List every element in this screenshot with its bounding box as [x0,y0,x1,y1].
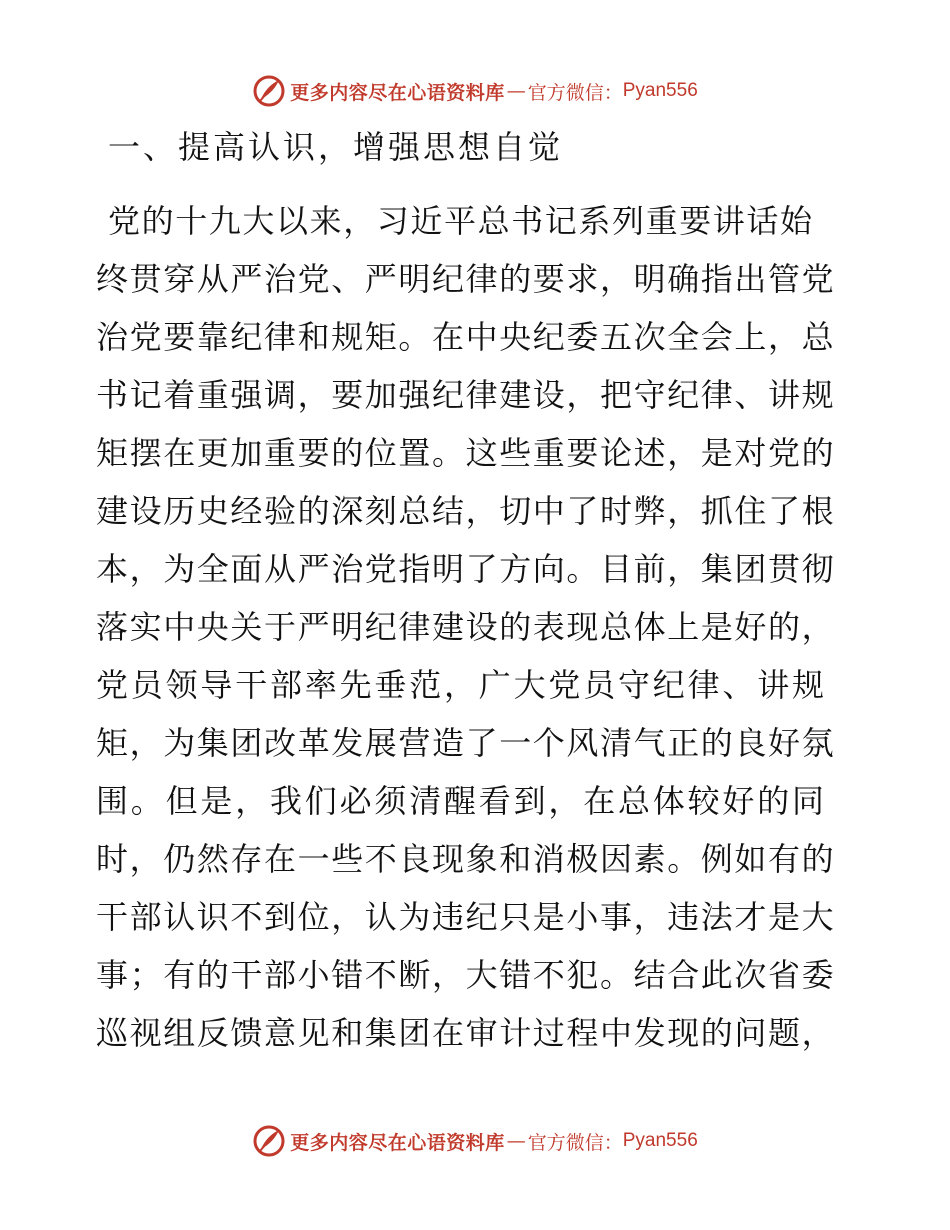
paragraph-line: 围。但是，我们必须清醒看到，在总体较好的同 [96,782,827,820]
watermark-wechat-label: 官方微信： [527,1131,623,1154]
paragraph-line: 治党要靠纪律和规矩。在中央纪委五次全会上，总 [96,318,836,356]
body-paragraph [96,192,856,1062]
footer-watermark [0,1121,950,1161]
watermark-main-text: 更多内容尽在心语资料库 [290,1131,505,1154]
header-watermark [0,71,950,111]
paragraph-line: 矩摆在更加重要的位置。这些重要论述，是对党的 [96,434,836,472]
section-heading: 一、提高认识，增强思想自觉 [108,128,564,166]
paragraph-line: 本，为全面从严治党指明了方向。目前，集团贯彻 [96,550,836,588]
watermark-wechat-id: Pyan556 [622,1130,698,1151]
feather-quill-logo-icon [252,74,286,108]
paragraph-line: 时，仍然存在一些不良现象和消极因素。例如有的 [96,840,836,878]
paragraph-line: 干部认识不到位，认为违纪只是小事，违法才是大 [96,898,836,936]
paragraph-line: 巡视组反馈意见和集团在审计过程中发现的问题， [96,1014,836,1052]
feather-quill-logo-icon [252,1124,286,1158]
paragraph-line: 事；有的干部小错不断，大错不犯。结合此次省委 [96,956,836,994]
paragraph-line: 矩，为集团改革发展营造了一个风清气正的良好氛 [96,724,836,762]
watermark-wechat-label: 官方微信： [527,81,623,104]
paragraph-line: 建设历史经验的深刻总结，切中了时弊，抓住了根 [96,492,836,530]
paragraph-line: 终贯穿从严治党、严明纪律的要求，明确指出管党 [96,260,836,298]
paragraph-line: 落实中央关于严明纪律建设的表现总体上是好的， [96,608,836,646]
watermark-main-text: 更多内容尽在心语资料库 [290,81,505,104]
watermark-wechat-id: Pyan556 [622,80,698,101]
paragraph-line: 党员领导干部率先垂范，广大党员守纪律、讲规 [96,666,827,704]
watermark-dash: — [506,1130,526,1152]
paragraph-line: 党的十九大以来，习近平总书记系列重要讲话始 [108,202,814,240]
paragraph-line: 书记着重强调，要加强纪律建设，把守纪律、讲规 [96,376,836,414]
watermark-dash: — [506,80,526,102]
